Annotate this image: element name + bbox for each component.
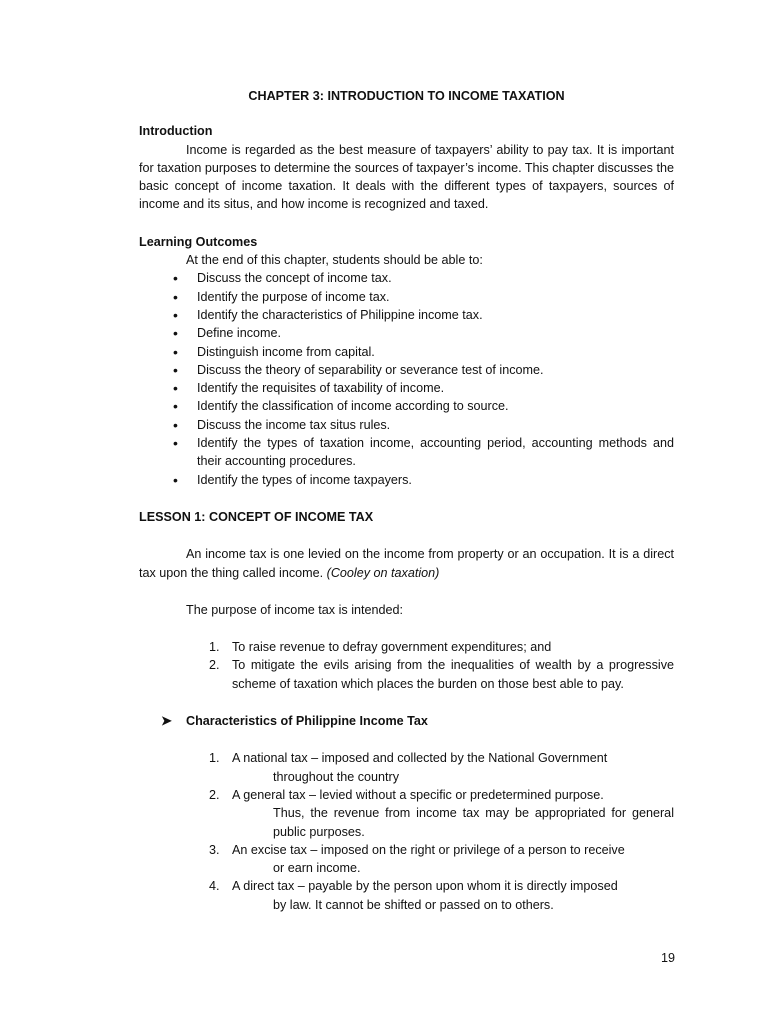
list-item: • Distinguish income from capital. [197, 343, 674, 361]
learning-outcomes-lead: At the end of this chapter, students should be able to: [186, 253, 483, 268]
characteristics-list [139, 749, 674, 914]
definition-citation: (Cooley on taxation) [326, 565, 440, 580]
income-tax-definition [139, 545, 674, 582]
chapter-title: CHAPTER 3: INTRODUCTION TO INCOME TAXATION [248, 89, 565, 103]
list-item: • Identify the classification of income according to source. [197, 397, 674, 415]
definition-text: An income tax is one levied on the income from property or an occupation. It is a direct tax upon the thing called income. [139, 547, 674, 580]
characteristics-heading [139, 712, 674, 730]
item-number: 2. [209, 787, 220, 802]
list-item [209, 877, 674, 914]
list-item [209, 638, 674, 656]
list-item: • Discuss the theory of separability or severance test of income. [197, 361, 674, 379]
list-item [209, 656, 674, 693]
item-number: 3. [209, 842, 220, 857]
list-item [209, 786, 674, 841]
item-number: 1. [209, 640, 220, 655]
list-item: • Discuss the income tax situs rules. [197, 416, 674, 434]
learning-outcomes-heading: Learning Outcomes [139, 234, 258, 249]
item-text: A general tax – levied without a specific or predetermined purpose. [232, 787, 604, 802]
purpose-list [139, 638, 674, 693]
list-item: • Identify the requisites of taxability of income. [197, 379, 674, 397]
item-text: To raise revenue to defray government expenditures; and [232, 640, 552, 655]
page-content [139, 87, 674, 914]
purpose-lead: The purpose of income tax is intended: [186, 602, 404, 617]
introduction-heading: Introduction [139, 124, 213, 139]
item-text: A direct tax – payable by the person upon whom it is directly imposed [232, 879, 618, 894]
page-number: 19 [660, 951, 675, 965]
item-number: 2. [209, 658, 220, 673]
arrow-bullet-icon: ➤ [161, 713, 172, 729]
list-item [209, 841, 674, 878]
characteristics-heading-text: Characteristics of Philippine Income Tax [186, 714, 428, 729]
list-item: • Define income. [197, 324, 674, 342]
item-text: An excise tax – imposed on the right or privilege of a person to receive [232, 842, 625, 857]
list-item: • Discuss the concept of income tax. [197, 269, 674, 287]
list-item: • Identify the types of income taxpayers. [197, 471, 674, 489]
item-continuation: by law. It cannot be shifted or passed on to others. [273, 897, 554, 912]
list-item [209, 749, 674, 786]
item-number: 4. [209, 879, 220, 894]
item-continuation: throughout the country [273, 769, 400, 784]
item-continuation: Thus, the revenue from income tax may be appropriated for general public purposes. [273, 806, 674, 839]
item-continuation: or earn income. [273, 861, 361, 876]
lesson-heading: LESSON 1: CONCEPT OF INCOME TAX [139, 509, 374, 524]
item-text: A national tax – imposed and collected by the National Government [232, 751, 608, 766]
list-item: • Identify the purpose of income tax. [197, 288, 674, 306]
item-text: To mitigate the evils arising from the inequalities of wealth by a progressive scheme of taxation which places the burden on those best able to pay. [232, 658, 674, 691]
list-item: • Identify the characteristics of Philippine income tax. [197, 306, 674, 324]
item-number: 1. [209, 751, 220, 766]
learning-outcomes-list [139, 269, 674, 489]
list-item: • Identify the types of taxation income, accounting period, accounting methods and their accounting procedures. [197, 434, 674, 471]
introduction-paragraph: Income is regarded as the best measure of taxpayers’ ability to pay tax. It is important for taxation purposes to determine the sources of taxpayer’s income. This chapter discusses the basic concept of income taxation. It deals with the different types of taxpayers, sources of income and its situs, and how income is recognized and taxed. [139, 142, 674, 212]
